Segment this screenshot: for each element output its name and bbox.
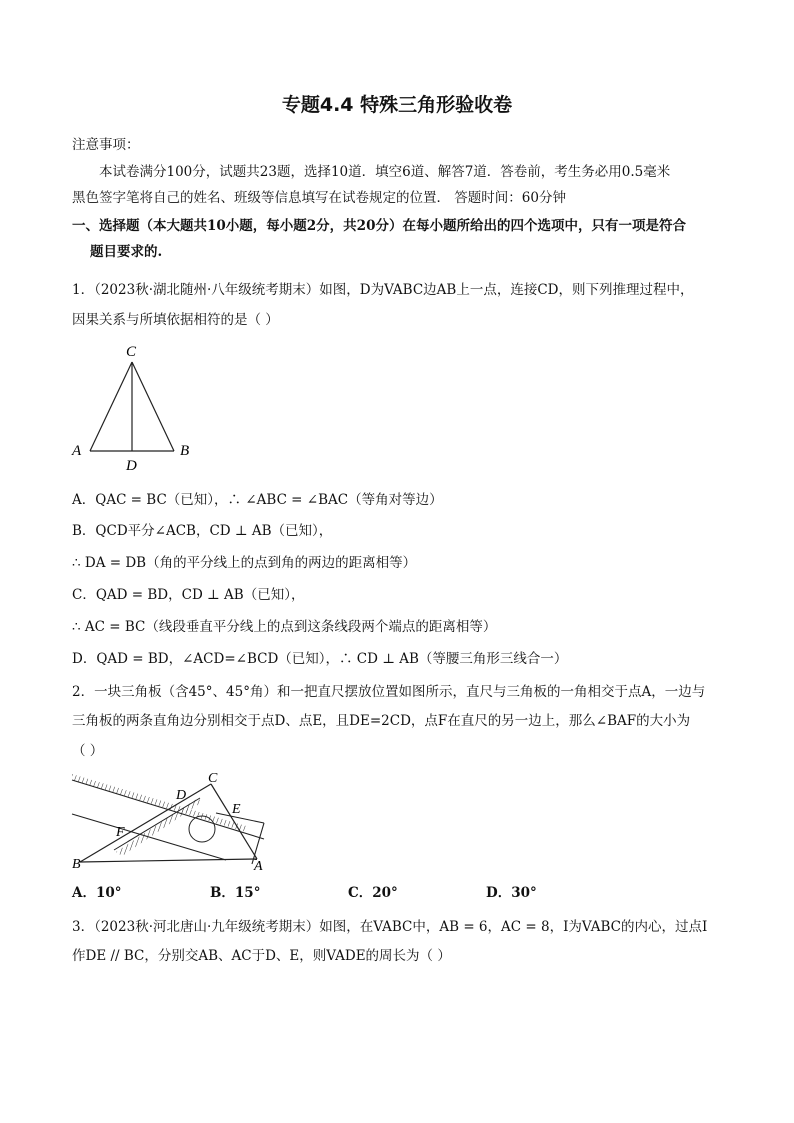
q2-label-c: C [208,771,218,786]
q2-stem-line-1: 2．一块三角板（含45°、45°角）和一把直尺摆放位置如图所示，直尺与三角板的一角相交于点A，一边与 [72,684,706,700]
notice-heading: 注意事项： [72,137,140,153]
q2-label-a: A [254,859,263,874]
q2-ruler-end [252,823,264,864]
q2-stem-line-2: 三角板的两条直角边分别相交于点D、点E，且DE=2CD，点F在直尺的另一边上，那么∠BAF的大小为 [72,713,691,729]
q3-stem-line-1: 3．（2023秋·河北唐山·九年级统考期末）如图，在VABC中，AB = 6，AC = 8，I为VABC的内心，过点I [72,919,708,935]
section-heading-line-1: 一、选择题（本大题共10小题，每小题2分，共20分）在每小题所给出的四个选项中，只有一项是符合 [72,218,686,234]
q2-label-d: D [176,788,187,803]
q2-label-f: F [116,825,125,840]
q2-option-c: C．20° [348,885,398,901]
notice-line-2: 黑色签字笔将自己的姓名、班级等信息填写在试卷规定的位置． 答题时间：60分钟 [72,190,566,206]
q1-option-c-line-2: ∴ AC = BC（线段垂直平分线上的点到这条线段两个端点的距离相等） [72,619,497,635]
q3-stem-line-2: 作DE // BC，分别交AB、AC于D、E，则VADE的周长为（ ） [72,948,451,964]
q2-triangle-side-bc [80,784,211,862]
q1-label-b: B [180,443,190,459]
q2-ruler-triangle-figure [66,768,286,876]
q1-stem-line-2: 因果关系与所填依据相符的是（ ） [72,312,279,328]
page-title: 专题4.4 特殊三角形验收卷 [281,94,513,116]
q2-option-d: D．30° [486,885,537,901]
q1-stem-line-1: 1．（2023秋·湖北随州·八年级统考期末）如图，D为VABC边AB上一点，连接CD，则下列推理过程中， [72,282,694,298]
q1-label-d: D [126,458,137,474]
q2-label-b: B [72,857,81,872]
q2-option-a: A．10° [72,885,122,901]
q2-option-b: B．15° [210,885,261,901]
section-heading-line-2: 题目要求的. [90,244,163,260]
q2-stem-line-3: （ ） [72,743,104,759]
q1-option-b-line-2: ∴ DA = DB（角的平分线上的点到角的两边的距离相等） [72,555,417,571]
q2-label-e: E [232,802,241,817]
q1-option-d: D．QAD = BD，∠ACD=∠BCD（已知），∴ CD ⊥ AB（等腰三角形三线合一） [72,651,568,667]
q1-side-ac [90,362,132,451]
q1-label-c: C [126,344,137,360]
notice-line-1: 本试卷满分100分，试题共23题，选择10道．填空6道、解答7道．答卷前，考生务必用0.5毫米 [99,164,671,180]
q1-triangle-figure [66,340,206,475]
q1-option-c-line-1: C．QAD = BD，CD ⊥ AB（已知）， [72,587,305,603]
q1-label-a: A [72,443,82,459]
q2-triangle-side-ba [80,859,257,862]
q1-side-bc [132,362,174,451]
q1-option-a: A．QAC = BC（已知），∴ ∠ABC = ∠BAC（等角对等边） [72,492,443,508]
q1-option-b-line-1: B．QCD平分∠ACB，CD ⊥ AB（已知）， [72,523,333,539]
